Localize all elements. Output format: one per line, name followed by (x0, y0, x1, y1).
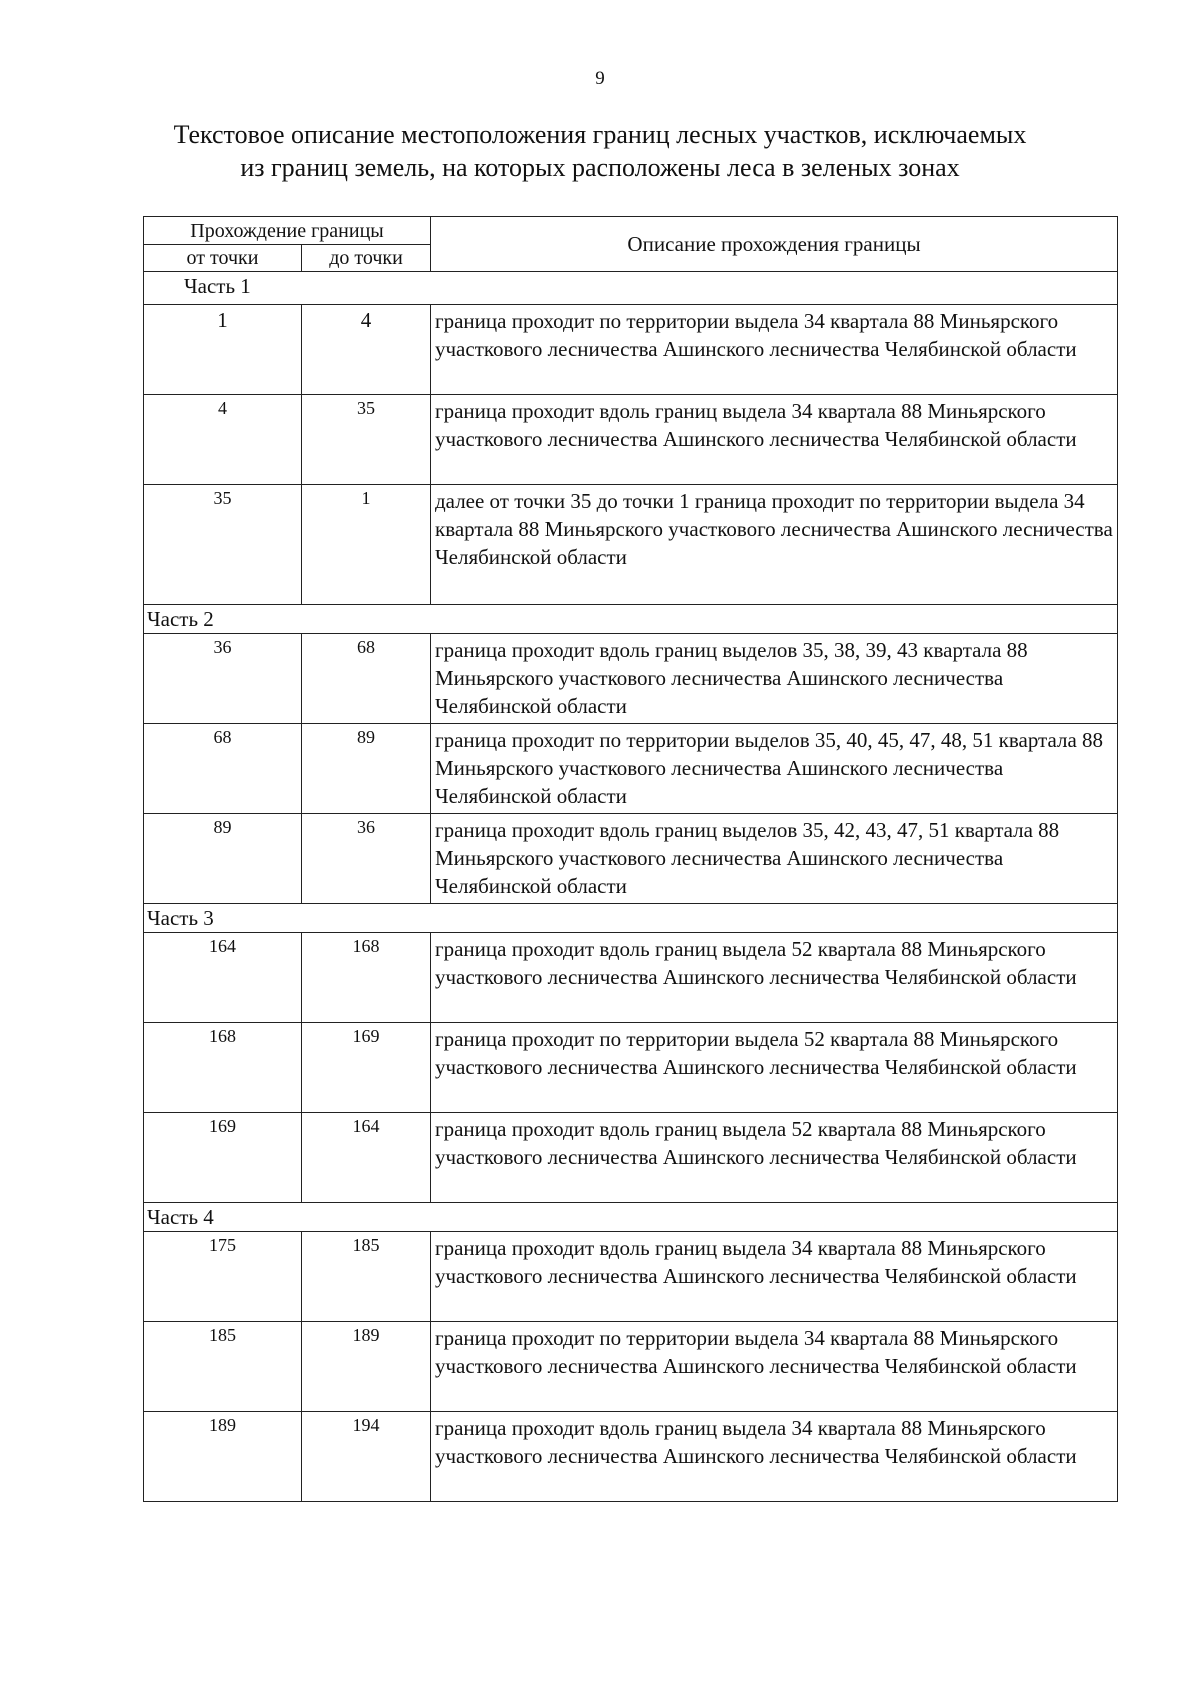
boundary-table (143, 216, 1118, 1502)
to-point: 194 (302, 1412, 431, 1502)
table-row (144, 1322, 1118, 1412)
table-row (144, 395, 1118, 485)
from-point: 185 (144, 1322, 302, 1412)
table-row (144, 1232, 1118, 1322)
to-point: 189 (302, 1322, 431, 1412)
to-point: 185 (302, 1232, 431, 1322)
section-row (144, 605, 1118, 634)
section-label: Часть 2 (144, 605, 1118, 634)
from-point: 175 (144, 1232, 302, 1322)
table-row (144, 1412, 1118, 1502)
section-label: Часть 4 (144, 1203, 1118, 1232)
table-row (144, 634, 1118, 724)
boundary-description: граница проходит по территории выдела 34 квартала 88 Миньярского участкового лесничества Ашинского лесничества Челябинской области (431, 305, 1118, 395)
to-point: 68 (302, 634, 431, 724)
boundary-description: граница проходит вдоль границ выдела 34 квартала 88 Миньярского участкового лесничества Ашинского лесничества Челябинской области (431, 1412, 1118, 1502)
table-row (144, 933, 1118, 1023)
to-point: 168 (302, 933, 431, 1023)
document-title (120, 118, 1080, 184)
boundary-description: граница проходит вдоль границ выдела 52 квартала 88 Миньярского участкового лесничества Ашинского лесничества Челябинской области (431, 1113, 1118, 1203)
boundary-description: граница проходит по территории выдела 52 квартала 88 Миньярского участкового лесничества Ашинского лесничества Челябинской области (431, 1023, 1118, 1113)
header-to-point: до точки (302, 245, 431, 272)
from-point: 4 (144, 395, 302, 485)
section-label: Часть 1 (144, 272, 1118, 305)
from-point: 89 (144, 814, 302, 904)
to-point: 89 (302, 724, 431, 814)
from-point: 189 (144, 1412, 302, 1502)
table-row (144, 1113, 1118, 1203)
from-point: 36 (144, 634, 302, 724)
table-row (144, 724, 1118, 814)
from-point: 1 (144, 305, 302, 395)
to-point: 164 (302, 1113, 431, 1203)
section-label: Часть 3 (144, 904, 1118, 933)
section-row (144, 1203, 1118, 1232)
section-row (144, 272, 1118, 305)
title-line-2: из границ земель, на которых расположены леса в зеленых зонах (240, 153, 960, 182)
boundary-description: граница проходит вдоль границ выдела 34 квартала 88 Миньярского участкового лесничества Ашинского лесничества Челябинской области (431, 1232, 1118, 1322)
from-point: 35 (144, 485, 302, 605)
boundary-description: далее от точки 35 до точки 1 граница проходит по территории выдела 34 квартала 88 Миньярского участкового лесничества Ашинского лесничества Челябинской области (431, 485, 1118, 605)
boundary-description: граница проходит вдоль границ выдела 52 квартала 88 Миньярского участкового лесничества Ашинского лесничества Челябинской области (431, 933, 1118, 1023)
table-header-row (144, 217, 1118, 245)
from-point: 68 (144, 724, 302, 814)
boundary-description: граница проходит по территории выдела 34 квартала 88 Миньярского участкового лесничества Ашинского лесничества Челябинской области (431, 1322, 1118, 1412)
header-boundary-passage: Прохождение границы (144, 217, 431, 245)
table-row (144, 305, 1118, 395)
boundary-description: граница проходит по территории выделов 35, 40, 45, 47, 48, 51 квартала 88 Миньярского участкового лесничества Ашинского лесничества Челябинской области (431, 724, 1118, 814)
header-description: Описание прохождения границы (431, 217, 1118, 272)
to-point: 35 (302, 395, 431, 485)
boundary-description: граница проходит вдоль границ выделов 35, 42, 43, 47, 51 квартала 88 Миньярского участкового лесничества Ашинского лесничества Челябинской области (431, 814, 1118, 904)
to-point: 4 (302, 305, 431, 395)
section-row (144, 904, 1118, 933)
from-point: 168 (144, 1023, 302, 1113)
boundary-description: граница проходит вдоль границ выдела 34 квартала 88 Миньярского участкового лесничества Ашинского лесничества Челябинской области (431, 395, 1118, 485)
header-from-point: от точки (144, 245, 302, 272)
to-point: 1 (302, 485, 431, 605)
table-row (144, 814, 1118, 904)
boundary-description: граница проходит вдоль границ выделов 35, 38, 39, 43 квартала 88 Миньярского участкового лесничества Ашинского лесничества Челябинской области (431, 634, 1118, 724)
from-point: 164 (144, 933, 302, 1023)
from-point: 169 (144, 1113, 302, 1203)
title-line-1: Текстовое описание местоположения границ лесных участков, исключаемых (173, 120, 1027, 149)
to-point: 169 (302, 1023, 431, 1113)
page-number: 9 (595, 68, 605, 89)
table-row (144, 485, 1118, 605)
to-point: 36 (302, 814, 431, 904)
table-row (144, 1023, 1118, 1113)
